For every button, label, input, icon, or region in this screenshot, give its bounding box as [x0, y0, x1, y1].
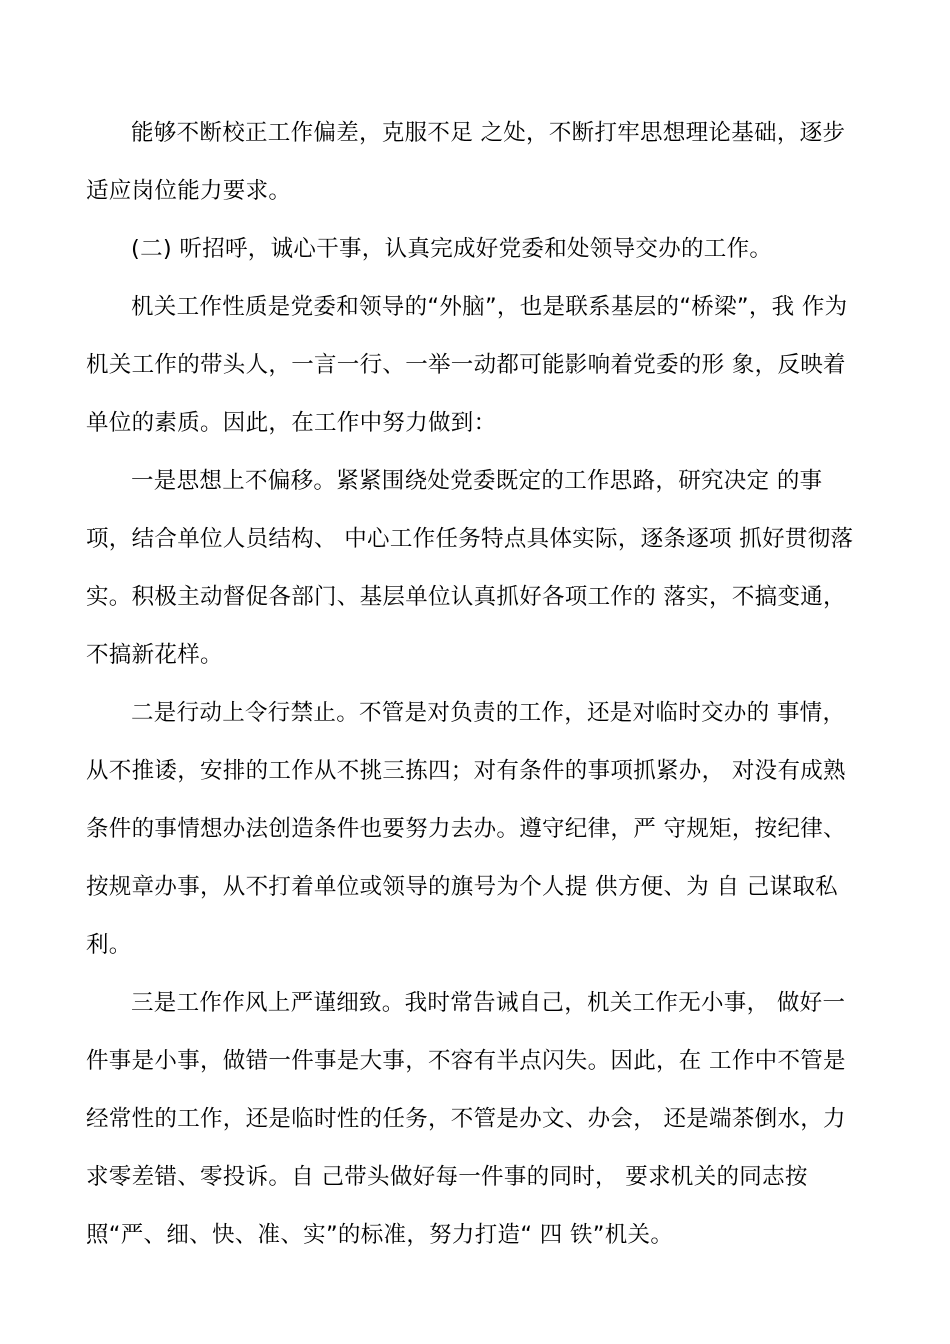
paragraph-6: 三是工作作风上严谨细致。我时常告诫自己，机关工作无小事， 做好一件事是小事，做错一件事是大事，不容有半点闪失。因此，在 工作中不管是经常性的工作，还是临时性的任务，不管是办文、办会， 还是端茶倒水，力求零差错、零投诉。自 己带头做好每一件事的同时， 要求机关的同志按照“严、细、快、准、实”的标准，努力打造“ 四 铁”机关。 — [86, 990, 846, 1248]
paragraph-1: 能够不断校正工作偏差，克服不足 之处，不断打牢思想理论基础，逐步适应岗位能力要求。 — [86, 120, 846, 204]
document-body — [86, 104, 864, 1264]
paragraph-3: 机关工作性质是党委和领导的“外脑”，也是联系基层的“桥梁”，我 作为机关工作的带头人，一言一行、一举一动都可能影响着党委的形 象，反映着单位的素质。因此，在工作中努力做到： — [86, 294, 848, 436]
paragraph-4: 一是思想上不偏移。紧紧围绕处党委既定的工作思路，研究决定 的事项，结合单位人员结构、 中心工作任务特点具体实际，逐条逐项 抓好贯彻落实。积极主动督促各部门、基层单位认真抓好各项工作的 落实，不搞变通，不搞新花样。 — [86, 468, 854, 668]
paragraph-2: (二) 听招呼，诚心干事，认真完成好党委和处领导交办的工作。 — [131, 236, 773, 262]
paragraph-5: 二是行动上令行禁止。不管是对负责的工作，还是对临时交办的 事情，从不推诿，安排的工作从不挑三拣四；对有条件的事项抓紧办， 对没有成熟条件的事情想办法创造条件也要努力去办。遵守纪律，严 守规矩，按纪律、按规章办事，从不打着单位或领导的旗号为个人提 供方便、为 自 己谋取私利。 — [86, 700, 846, 958]
